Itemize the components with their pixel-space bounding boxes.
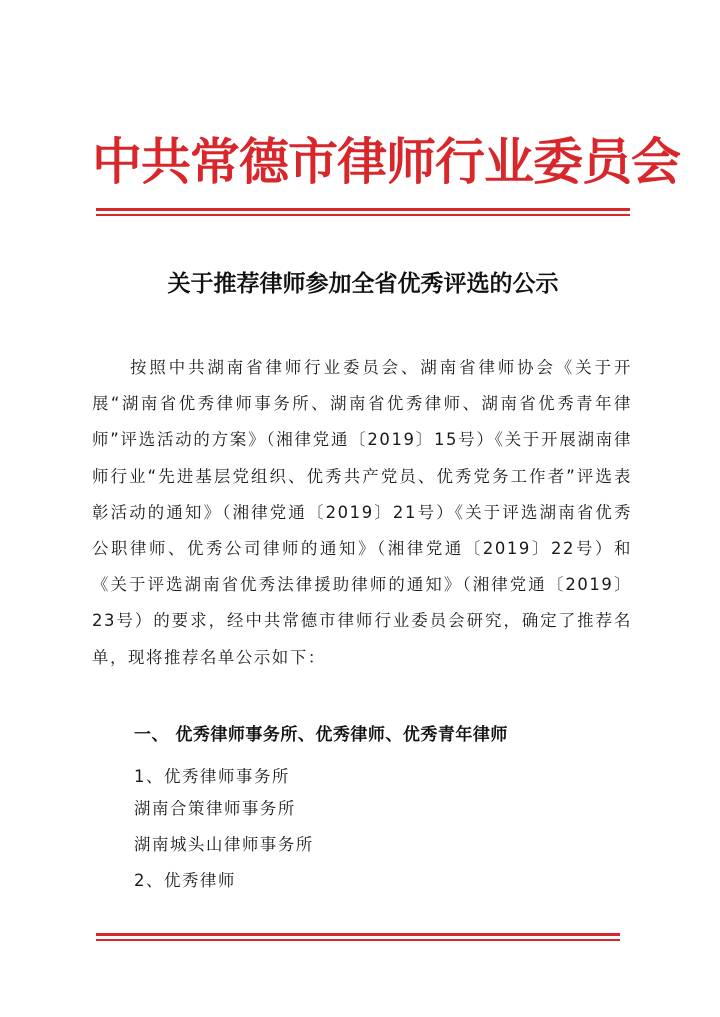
firm-name-1: 湖南合策律师事务所 <box>134 799 296 818</box>
footer-rule-thin <box>96 939 620 941</box>
subheading-excellent-lawyers: 2、优秀律师 <box>134 871 236 890</box>
body-paragraph: 按照中共湖南省律师行业委员会、湖南省律师协会《关于开展“湖南省优秀律师事务所、湖南省优秀律师、湖南省优秀青年律师”评选活动的方案》（湘律党通〔2019〕15号）《关于开展湖南律师行业“先进基层党组织、优秀共产党员、优秀党务工作者”评选表彰活动的通知》（湘律党通〔2019〕21号）《关于评选湖南省优秀公职律师、优秀公司律师的通知》（湘律党通〔2019〕22号）和《关于评选湖南省优秀法律援助律师的通知》（湘律党通〔2019〕23号）的要求，经中共常德市律师行业委员会研究，确定了推荐名单，现将推荐名单公示如下： <box>92 358 632 667</box>
masthead-rule-thick <box>96 208 630 211</box>
section-heading-1: 一、 优秀律师事务所、优秀律师、优秀青年律师 <box>134 725 508 745</box>
masthead-rule-thin <box>96 214 630 216</box>
masthead-title: 中共常德市律师行业委员会 <box>92 132 680 191</box>
subheading-excellent-firms: 1、优秀律师事务所 <box>134 767 290 786</box>
footer-rule-thick <box>96 933 620 936</box>
document-title: 关于推荐律师参加全省优秀评选的公示 <box>167 271 559 297</box>
firm-name-2: 湖南城头山律师事务所 <box>134 835 314 854</box>
